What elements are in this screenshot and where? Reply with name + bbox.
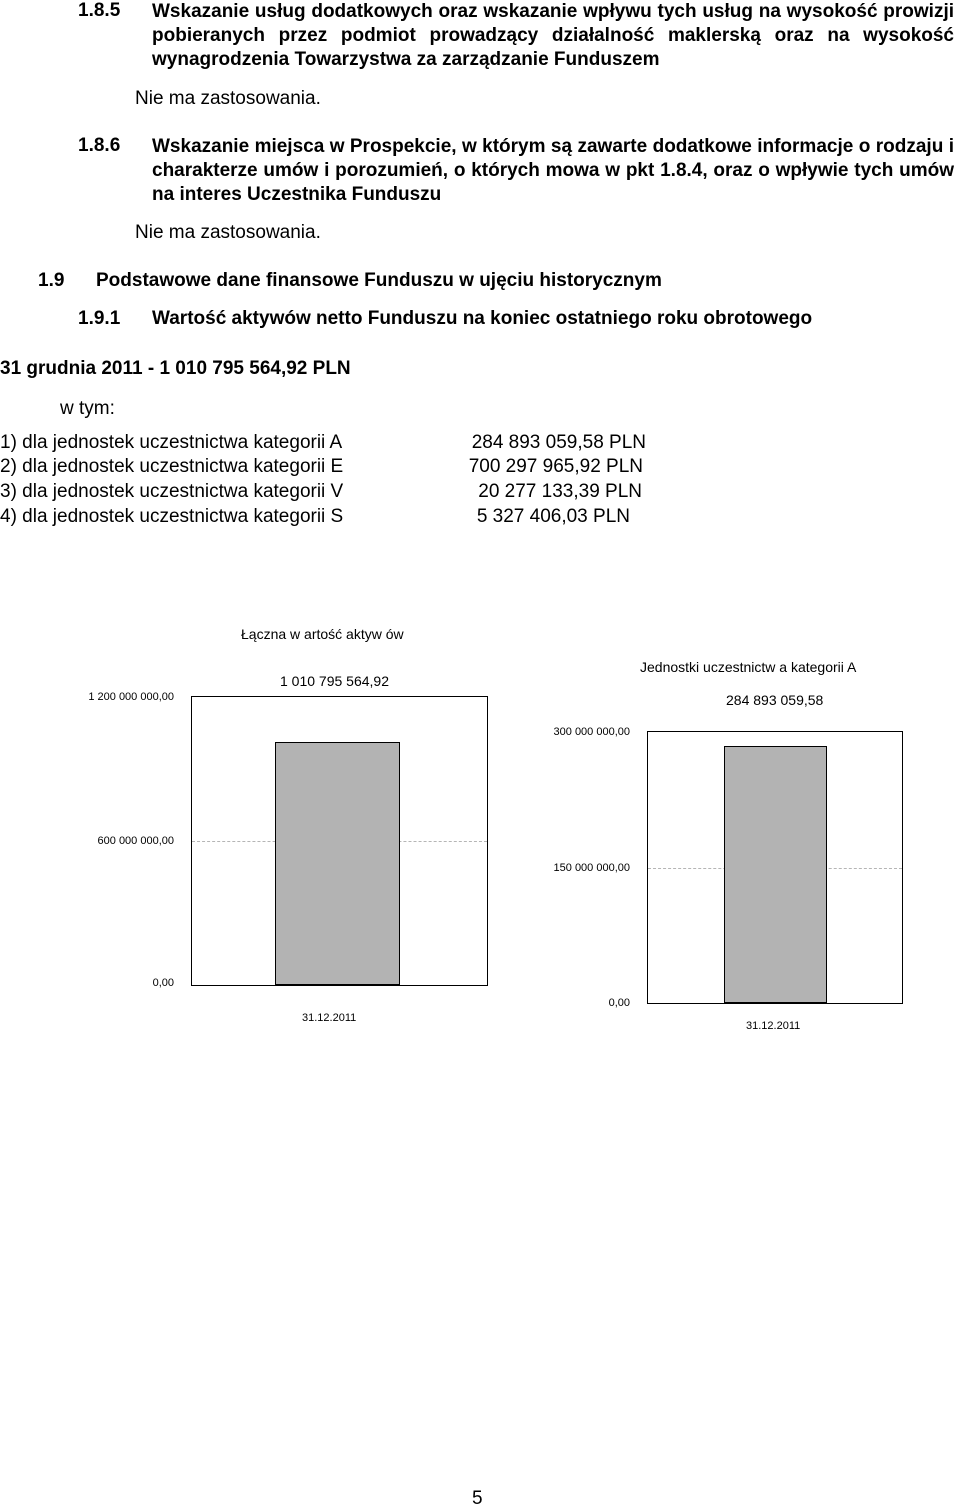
y-tick-label: 600 000 000,00 [97,835,174,847]
chart-plot-area [647,731,903,1004]
category-label: 1) dla jednostek uczestnictwa kategorii A [0,432,343,453]
section-title: Wartość aktywów netto Funduszu na koniec ostatniego roku obrotowego [152,308,813,329]
category-value: 20 277 133,39 PLN [478,481,642,502]
section-number: 1.9.1 [78,308,121,329]
chart-data-label: 284 893 059,58 [726,692,824,708]
category-value: 284 893 059,58 PLN [471,432,646,453]
section-number: 1.8.6 [78,135,121,156]
category-label: 3) dla jednostek uczestnictwa kategorii V [0,481,344,502]
chart-title: Łączna w artość aktyw ów [241,626,404,642]
section-title: Wskazanie miejsca w Prospekcie, w którym są zawarte dodatkowe informacje o rodzaju i charakterze umów i porozumień, o których mowa w pkt 1.8.4, oraz o wpływie tych umów na interes Uczestnika Funduszu [152,136,954,205]
chart-plot-area [191,696,488,986]
section-number: 1.8.5 [78,0,121,21]
y-tick-label: 0,00 [152,977,174,989]
chart-bar [724,746,827,1003]
section-note: Nie ma zastosowania. [135,88,321,109]
y-tick-label: 300 000 000,00 [553,726,630,738]
y-tick-label: 1 200 000 000,00 [88,691,174,703]
section-note: Nie ma zastosowania. [135,222,321,243]
category-label: 4) dla jednostek uczestnictwa kategorii S [0,506,344,527]
nav-summary: 31 grudnia 2011 - 1 010 795 564,92 PLN [0,358,351,379]
x-tick-label: 31.12.2011 [302,1012,357,1024]
category-value: 700 297 965,92 PLN [468,456,643,477]
section-number: 1.9 [38,270,65,291]
chart-bar [275,742,400,985]
y-tick-label: 0,00 [608,997,630,1009]
page-number: 5 [472,1488,483,1509]
chart-title: Jednostki uczestnictw a kategorii A [640,659,857,675]
section-title: Wskazanie usług dodatkowych oraz wskazanie wpływu tych usług na wysokość prowizji pobieranych przez podmiot prowadzący działalność maklerską oraz na wysokość wynagrodzenia Towarzystwa za zarządzanie Funduszem [152,1,954,70]
in-which-label: w tym: [60,398,115,419]
x-tick-label: 31.12.2011 [746,1020,801,1032]
category-value: 5 327 406,03 PLN [476,506,630,527]
section-title: Podstawowe dane finansowe Funduszu w ujęciu historycznym [96,270,662,291]
y-tick-label: 150 000 000,00 [553,862,630,874]
category-label: 2) dla jednostek uczestnictwa kategorii E [0,456,344,477]
chart-data-label: 1 010 795 564,92 [280,673,389,689]
